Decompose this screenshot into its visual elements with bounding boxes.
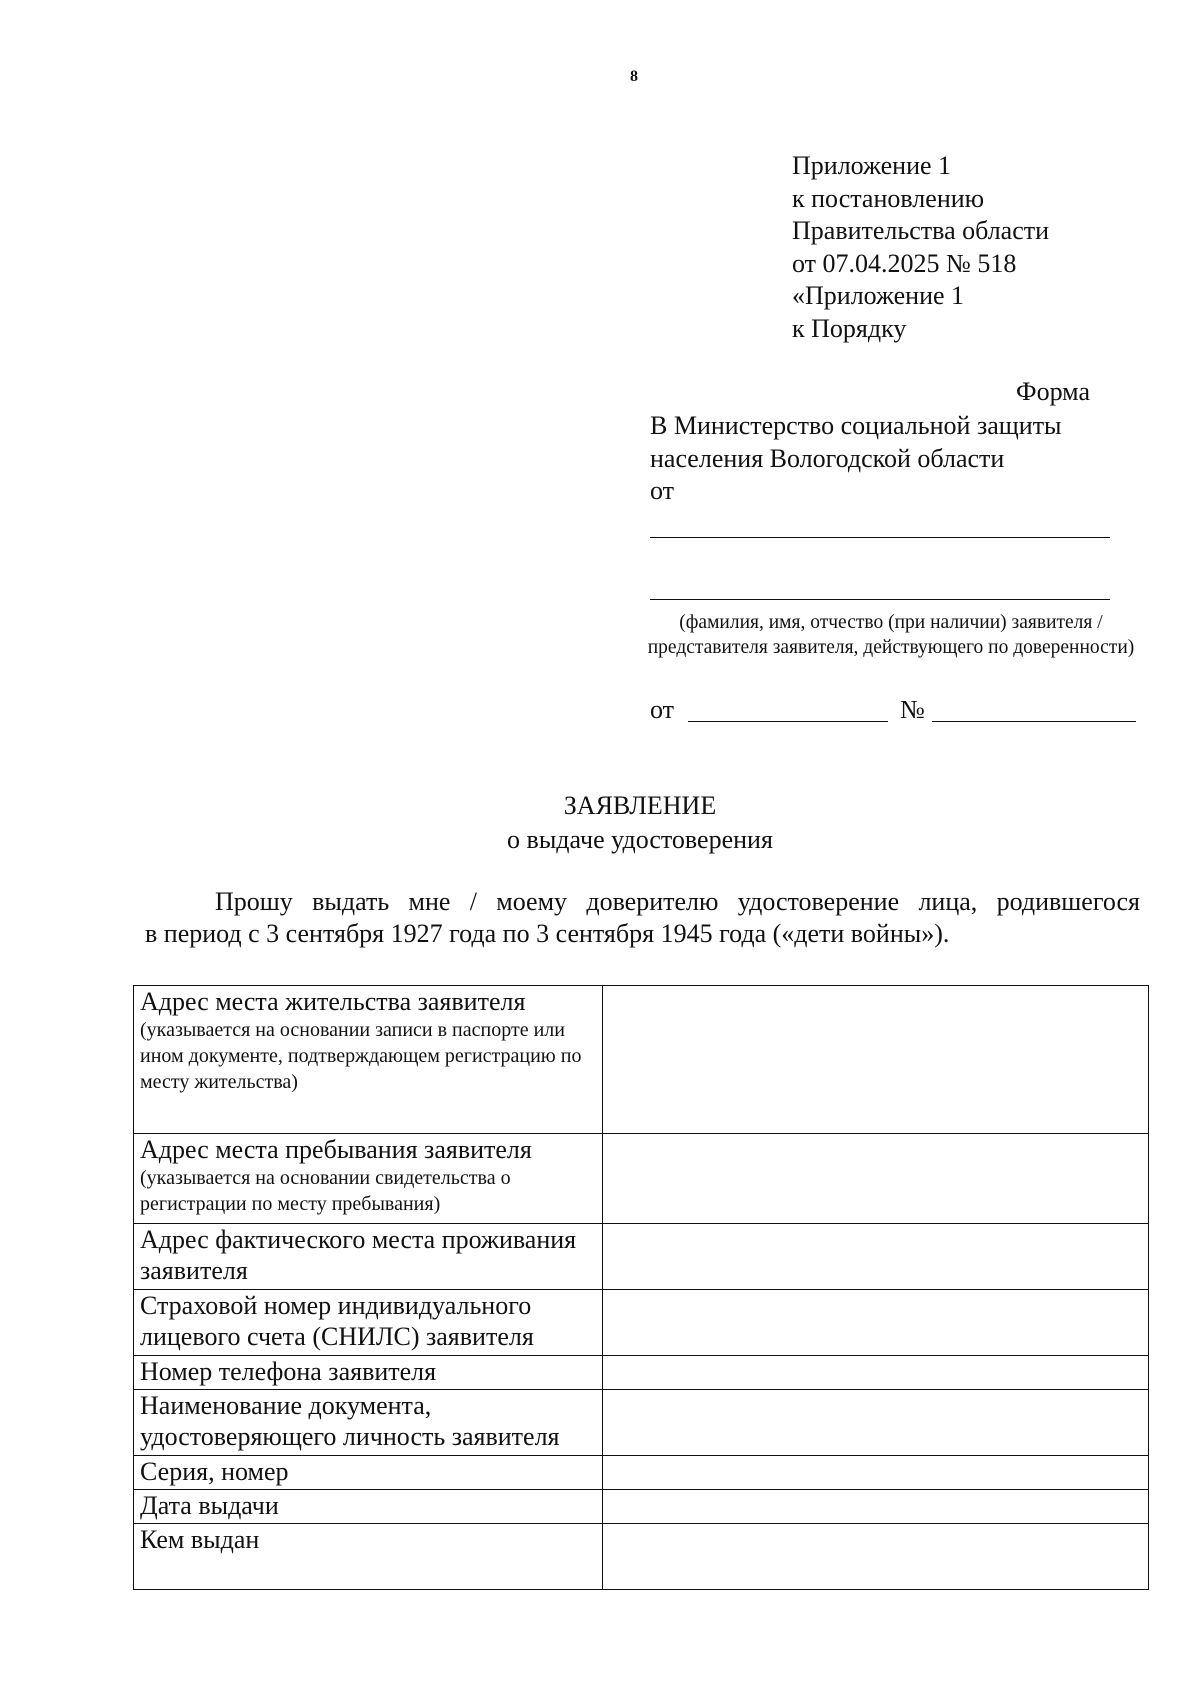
table-row <box>134 1134 1149 1224</box>
table-row <box>134 1456 1149 1490</box>
addressee-line: населения Вологодской области <box>650 443 1005 473</box>
value-cell[interactable] <box>603 1524 1149 1590</box>
date-field-line[interactable] <box>688 721 888 722</box>
row-label-cell <box>134 986 603 1134</box>
page-number: 8 <box>630 68 638 85</box>
annex-line: Приложение 1 <box>792 151 952 180</box>
table-row <box>134 1290 1149 1356</box>
row-label-cell: Дата выдачи <box>134 1490 603 1524</box>
row-label-cell: Наименование документа, удостоверяющего личность заявителя <box>134 1390 603 1456</box>
applicant-name-line-1[interactable] <box>650 537 1110 538</box>
table-row <box>134 1490 1149 1524</box>
request-line-2: в период с 3 сентября 1927 года по 3 сентября 1945 года («дети войны»). <box>145 919 950 948</box>
table-row <box>134 1224 1149 1290</box>
addressee-line: В Министерство социальной защиты <box>650 411 1062 440</box>
request-paragraph <box>145 886 1140 950</box>
applicant-info-table <box>133 985 1149 1590</box>
number-field-line[interactable] <box>932 721 1136 722</box>
row-label-cell: Кем выдан <box>134 1524 603 1590</box>
row-note: (указывается на основании свидетельства о регистрации по месту пребывания) <box>140 1167 511 1215</box>
form-label: Форма <box>1016 377 1090 406</box>
value-cell[interactable] <box>603 1390 1149 1456</box>
annex-line: к Порядку <box>792 313 907 343</box>
document-title: ЗАЯВЛЕНИЕ <box>563 791 717 820</box>
table-row <box>134 1356 1149 1390</box>
addressee-from: от <box>650 476 675 505</box>
number-label: № <box>900 695 925 724</box>
applicant-name-line-2[interactable] <box>650 599 1110 600</box>
annex-line: «Приложение 1 <box>792 281 965 311</box>
request-line-1: Прошу выдать мне / моему доверителю удостоверение лица, родившегося <box>215 887 1140 916</box>
addressee-block <box>650 410 1062 508</box>
row-label-cell: Номер телефона заявителя <box>134 1356 603 1390</box>
applicant-hint: (фамилия, имя, отчество (при наличии) заявителя / представителя заявителя, действующего по доверенности) <box>647 612 1135 658</box>
row-label: Адрес места пребывания заявителя <box>140 1135 532 1164</box>
table-row <box>134 1390 1149 1456</box>
table-row <box>134 1524 1149 1590</box>
value-cell[interactable] <box>603 1456 1149 1490</box>
row-label-cell: Страховой номер индивидуального лицевого счета (СНИЛС) заявителя <box>134 1290 603 1356</box>
value-cell[interactable] <box>603 1134 1149 1224</box>
from-label: от <box>650 695 675 724</box>
row-label: Адрес места жительства заявителя <box>140 987 526 1016</box>
annex-line: Правительства области <box>792 216 1050 246</box>
row-label-cell: Серия, номер <box>134 1456 603 1490</box>
document-subtitle: о выдаче удостоверения <box>507 825 773 854</box>
value-cell[interactable] <box>603 986 1149 1134</box>
row-note: (указывается на основании записи в паспорте или ином документе, подтверждающем регистрацию по месту жительства) <box>140 1019 582 1093</box>
table-row <box>134 986 1149 1134</box>
value-cell[interactable] <box>603 1356 1149 1390</box>
annex-block <box>792 150 1049 346</box>
row-label-cell <box>134 1134 603 1224</box>
value-cell[interactable] <box>603 1224 1149 1290</box>
annex-line: от 07.04.2025 № 518 <box>792 248 1017 278</box>
row-label-cell: Адрес фактического места проживания заявителя <box>134 1224 603 1290</box>
value-cell[interactable] <box>603 1490 1149 1524</box>
from-date-number-row <box>650 695 674 725</box>
annex-line: к постановлению <box>792 183 985 213</box>
value-cell[interactable] <box>603 1290 1149 1356</box>
